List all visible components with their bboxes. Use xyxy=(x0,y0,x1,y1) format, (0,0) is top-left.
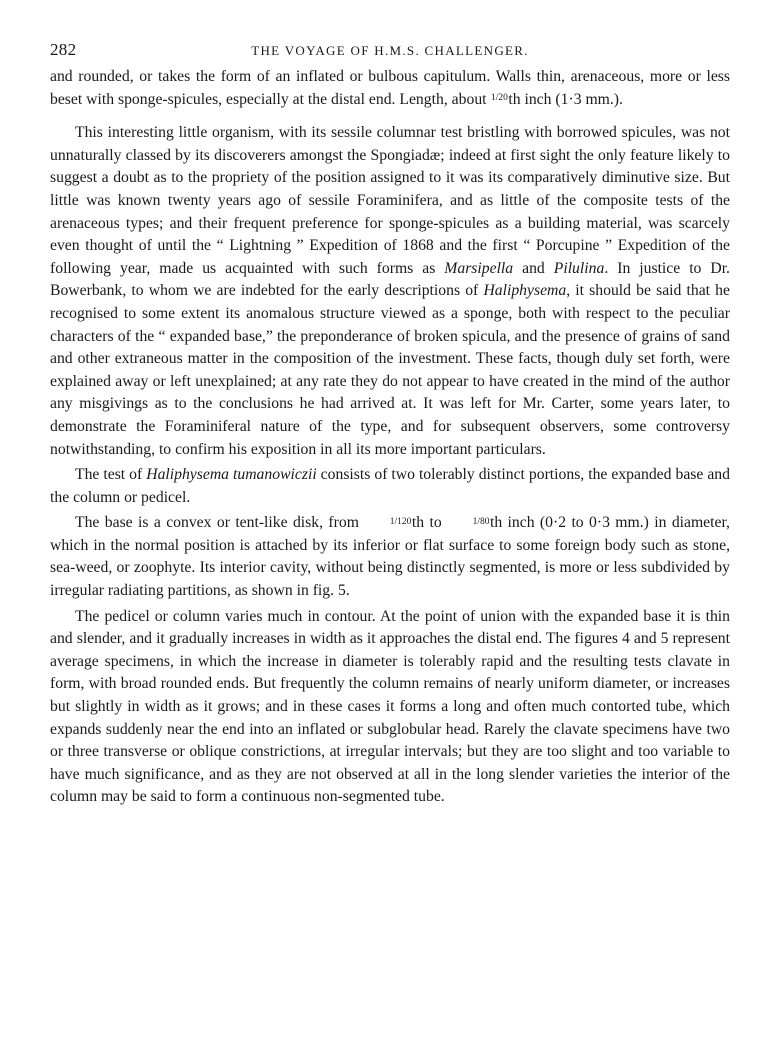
paragraph-5: The pedicel or column varies much in contour. At the point of union with the expanded base it is thin and slender, and it gradually increases in width as it approaches the distal end. The figures 4 and 5 represent average specimens, in which the increase in diameter is tolerably rapid and the resulting tests clavate in form, with broad rounded ends. But frequently the column remains of nearly uniform diameter, or increases but slightly in width as it grows; and in these cases it forms a long and often much contorted tube, which expands suddenly near the end into an inflated or subglobular head. Rarely the clavate specimens have two or three transverse or oblique constrictions, at irregular intervals; but they are too slight and too variable to have much significance, and as they are not observed at all in the long slender varieties the interior of the column may be said to form a continuous non-segmented tube. xyxy=(50,607,730,806)
page-number: 282 xyxy=(50,40,77,59)
species-name: Haliphysema tumanowiczii xyxy=(146,466,317,484)
paragraph-2-text-a: This interesting little organism, with its sessile columnar test bristling with borrowed spicules, was not unnaturally classed by its discoverers amongst the Spongiadæ; indeed at first sight the only feature likely to suggest a doubt as to the propriety of the position assigned to it was its comparatively diminutive size. But little was known twenty years ago of sessile Foraminifera, and as little of the composite tests of the arenaceous types; and their frequent preference for sponge-spicules as a building material, was scarcely even thought of until the “ Lightning ” Expedition of 1868 and the first “ Porcupine ” Expedition of the following year, made us acquainted with such forms as xyxy=(50,124,730,277)
paragraph-4-text-a: The base is a convex or tent-like disk, from xyxy=(75,514,365,532)
genus-marsipella: Marsipella xyxy=(444,259,514,277)
fraction-one-eightieth: 1/80 xyxy=(472,516,490,527)
paragraph-1 xyxy=(50,66,730,111)
genus-pilulina: Pilulina xyxy=(553,259,605,277)
paragraph-4-text-c: th inch (0·2 to 0·3 mm.) in diameter, which in the normal position is attached by its inferior or flat surface to some foreign body such as stone, sea-weed, or zoophyte. Its interior cavity, without being distinctly segmented, is more or less subdivided by irregular radiating partitions, as shown in fig. 5. xyxy=(50,514,730,600)
paragraph-2 xyxy=(50,122,730,461)
genus-haliphysema: Haliphysema xyxy=(483,282,567,300)
body-text xyxy=(50,66,730,809)
paragraph-3-text-b: consists of two tolerably distinct portions, the expanded base and the column or pedicel. xyxy=(50,466,730,506)
paragraph-1-text-b: th inch (1·3 mm.). xyxy=(508,90,623,108)
fraction-one-twentieth: 1/20 xyxy=(490,93,508,104)
paragraph-3-text-a: The test of xyxy=(75,466,147,484)
paragraph-2-text-b: and xyxy=(513,259,554,277)
paragraph-4-text-b: th to xyxy=(411,514,448,532)
page-header xyxy=(50,40,730,66)
paragraph-4 xyxy=(50,512,730,602)
paragraph-1-text-a: and rounded, or takes the form of an inflated or bulbous capitulum. Walls thin, arenaceous, more or less beset with sponge-spicules, especially at the distal end. Length, about xyxy=(50,68,730,108)
paragraph-2-text-d: , it should be said that he recognised to some extent its anomalous structure viewed as a sponge, both with respect to the peculiar characters of the “ expanded base,” the preponderance of broken spicula, and the presence of grains of sand and other extraneous matter in the composition of the investment. These facts, though duly set forth, were explained away or left unexplained; at any rate they do not appear to have created in the mind of the author any misgivings as to the conclusions he had arrived at. It was left for Mr. Carter, some years later, to demonstrate the Foraminiferal nature of the type, and for subsequent observers, some controversy notwithstanding, to confirm his exposition in all its more important particulars. xyxy=(50,282,730,458)
running-title: THE VOYAGE OF H.M.S. CHALLENGER. xyxy=(251,43,529,58)
paragraph-3 xyxy=(50,464,730,509)
fraction-one-one-hundred-twentieth: 1/120 xyxy=(389,516,412,527)
paragraph-2-text-c: . In justice to Dr. Bowerbank, to whom we are indebted for the early descriptions of xyxy=(50,259,730,300)
page xyxy=(50,40,730,809)
